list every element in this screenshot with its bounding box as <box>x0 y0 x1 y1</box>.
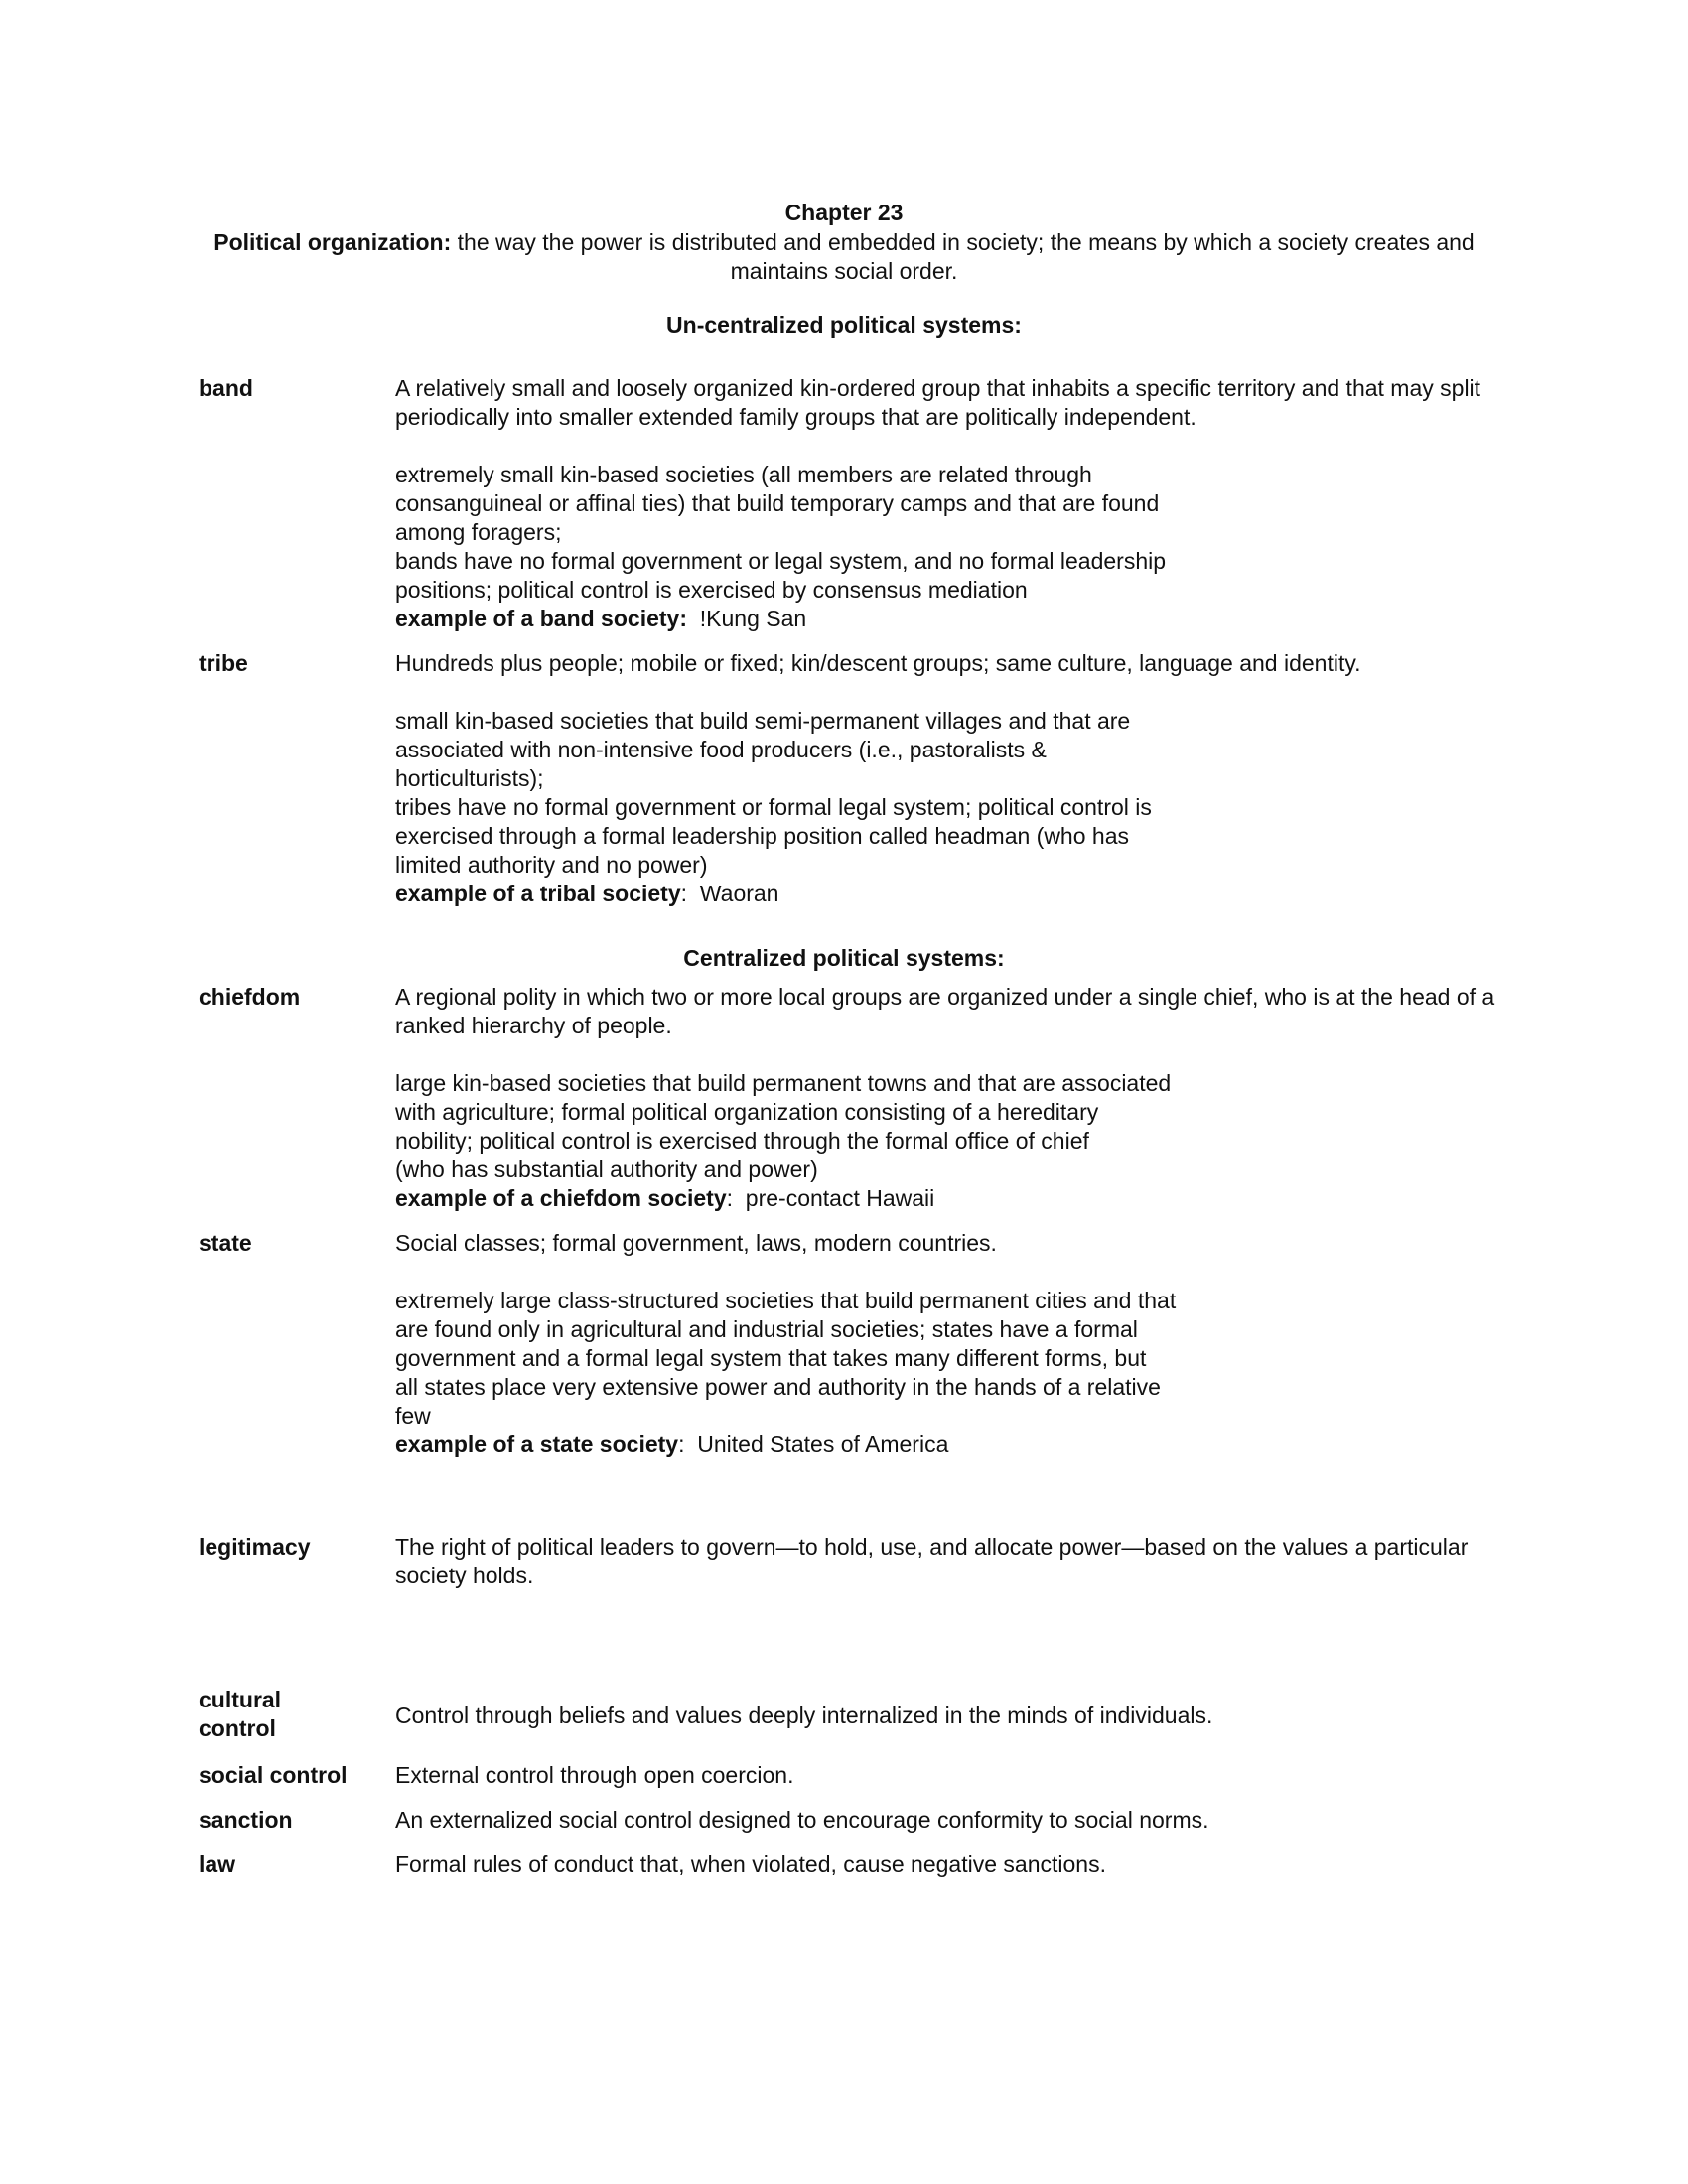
chapter-title: Chapter 23 <box>784 200 904 225</box>
term-law: law <box>199 1851 236 1877</box>
section-heading-uncentralized: Un-centralized political systems: <box>666 312 1022 338</box>
term-social-control: social control <box>199 1762 348 1788</box>
example-chiefdom <box>395 1184 1249 1213</box>
example-label-band: example of a band society: <box>395 606 687 631</box>
example-value-tribe: : Waoran <box>680 881 779 906</box>
term-sanction: sanction <box>199 1807 293 1833</box>
details-band: extremely small kin-based societies (all members are related through consanguineal or affinal ties) that build temporary camps and that are found among foragers; bands have no formal government or legal system, and no formal leadership positions; political control is exercised by consensus mediation <box>395 462 1167 603</box>
definition-social-control: External control through open coercion. <box>395 1762 794 1788</box>
term-legitimacy: legitimacy <box>199 1534 311 1560</box>
example-label-state: example of a state society <box>395 1432 679 1457</box>
term-band: band <box>199 375 253 401</box>
term-cultural-control: cultural control <box>199 1687 282 1741</box>
definition-tribe: Hundreds plus people; mobile or fixed; kin/descent groups; same culture, language and identity. <box>395 650 1361 676</box>
term-chiefdom: chiefdom <box>199 984 301 1010</box>
definition-state: Social classes; formal government, laws, modern countries. <box>395 1230 997 1256</box>
definition-sanction: An externalized social control designed to encourage conformity to social norms. <box>395 1807 1209 1833</box>
example-band <box>395 605 1249 633</box>
example-value-state: : United States of America <box>678 1432 949 1457</box>
definition-cultural-control: Control through beliefs and values deeply internalized in the minds of individuals. <box>395 1703 1213 1728</box>
definition-band: A relatively small and loosely organized kin-ordered group that inhabits a specific territory and that may split periodically into smaller extended family groups that are politically independent. <box>395 375 1481 430</box>
definition-legitimacy: The right of political leaders to govern—to hold, use, and allocate power—based on the values a particular society holds. <box>395 1534 1469 1588</box>
example-label-tribe: example of a tribal society <box>395 881 681 906</box>
details-chiefdom: large kin-based societies that build permanent towns and that are associated with agriculture; formal political organization consisting of a hereditary nobility; political control is exercised through the formal office of chief (who has substantial authority and power) <box>395 1070 1172 1182</box>
term-tribe: tribe <box>199 650 248 676</box>
intro-text: the way the power is distributed and embedded in society; the means by which a society creates and maintains social order. <box>451 229 1475 284</box>
example-value-band: !Kung San <box>686 606 807 631</box>
example-label-chiefdom: example of a chiefdom society <box>395 1185 727 1211</box>
details-state: extremely large class-structured societies that build permanent cities and that are found only in agricultural and industrial societies; states have a formal government and a formal legal system that takes many different forms, but all states place very extensive power and authority in the hands of a relative few <box>395 1288 1177 1429</box>
example-tribe <box>395 880 1249 908</box>
intro-paragraph <box>199 228 1489 286</box>
intro-term: Political organization: <box>213 229 452 255</box>
term-state: state <box>199 1230 252 1256</box>
example-state <box>395 1431 1249 1459</box>
example-value-chiefdom: : pre-contact Hawaii <box>726 1185 935 1211</box>
details-tribe: small kin-based societies that build semi-permanent villages and that are associated with non-intensive food producers (i.e., pastoralists & horticulturists); tribes have no formal government or formal legal system; political control is exercised through a formal leadership position called headman (who has limited authority and no power) <box>395 708 1152 878</box>
definition-chiefdom: A regional polity in which two or more local groups are organized under a single chief, who is at the head of a ranked hierarchy of people. <box>395 984 1495 1038</box>
definition-law: Formal rules of conduct that, when violated, cause negative sanctions. <box>395 1851 1106 1877</box>
section-heading-centralized: Centralized political systems: <box>683 945 1005 971</box>
